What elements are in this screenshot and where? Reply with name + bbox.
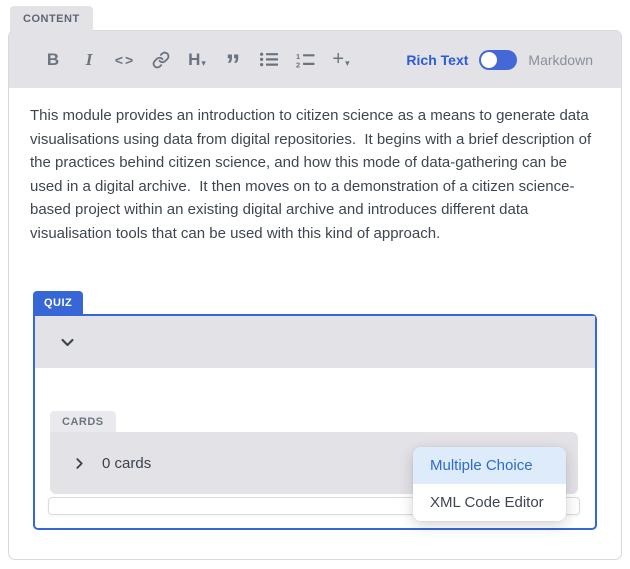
plus-icon: + [332,48,345,70]
bullet-list-icon [260,52,278,67]
italic-button[interactable] [71,42,107,78]
quiz-block [33,291,601,530]
svg-text:1: 1 [295,51,300,61]
quote-icon: ” [225,48,241,82]
bullet-list-button[interactable] [251,42,287,78]
ordered-list-button[interactable] [287,42,323,78]
quiz-panel [33,314,597,530]
tab-cards-label: CARDS [62,415,104,428]
svg-text:2: 2 [295,59,300,68]
quiz-content [35,368,595,528]
markdown-label: Markdown [528,51,593,68]
toggle-knob [481,52,497,68]
chevron-down-icon: ▾ [345,57,350,68]
bold-icon: B [46,49,60,69]
tab-content[interactable] [10,6,93,31]
tab-quiz-label: QUIZ [44,296,73,309]
code-button[interactable] [107,42,143,78]
rich-text-label: Rich Text [406,51,469,68]
italic-icon: I [85,49,93,69]
content-editor-panel [8,30,622,560]
tab-content-label: CONTENT [23,12,80,25]
quiz-collapse-header[interactable] [35,316,595,368]
bold-button[interactable] [35,42,71,78]
blockquote-button[interactable] [215,42,251,82]
add-block-button[interactable] [323,42,359,78]
tab-cards[interactable] [50,411,116,432]
dropdown-item-multiple-choice[interactable]: Multiple Choice [413,447,566,484]
chevron-down-icon: ▾ [201,57,206,68]
code-icon: <> [114,51,136,68]
rich-text-toolbar [9,31,621,88]
tab-quiz[interactable] [33,291,83,314]
card-type-dropdown [413,447,566,521]
heading-icon: H [188,49,201,69]
editor-mode-switcher [406,50,593,70]
chevron-right-icon [72,456,87,471]
heading-button[interactable] [179,42,215,78]
link-button[interactable] [143,42,179,78]
editor-paragraph[interactable]: This module provides an introduction to citizen science as a means to generate data visualisations using data from digital repositories. It begins with a brief description of the practices behind citizen science, and how this mode of data-gathering can be used in a digital archive. It then moves on to a demonstration of a citizen science-based project within an existing digital archive and introduces different data visualisation tools that can be used with this kind of approach. [30,107,596,242]
ordered-list-icon [296,52,315,68]
cards-count-label: 0 cards [102,454,152,472]
rich-text-markdown-toggle[interactable] [479,50,517,70]
chevron-down-icon [59,334,76,351]
link-icon [152,51,170,69]
editor-body [9,88,621,530]
dropdown-item-xml-code-editor[interactable]: XML Code Editor [413,484,566,521]
